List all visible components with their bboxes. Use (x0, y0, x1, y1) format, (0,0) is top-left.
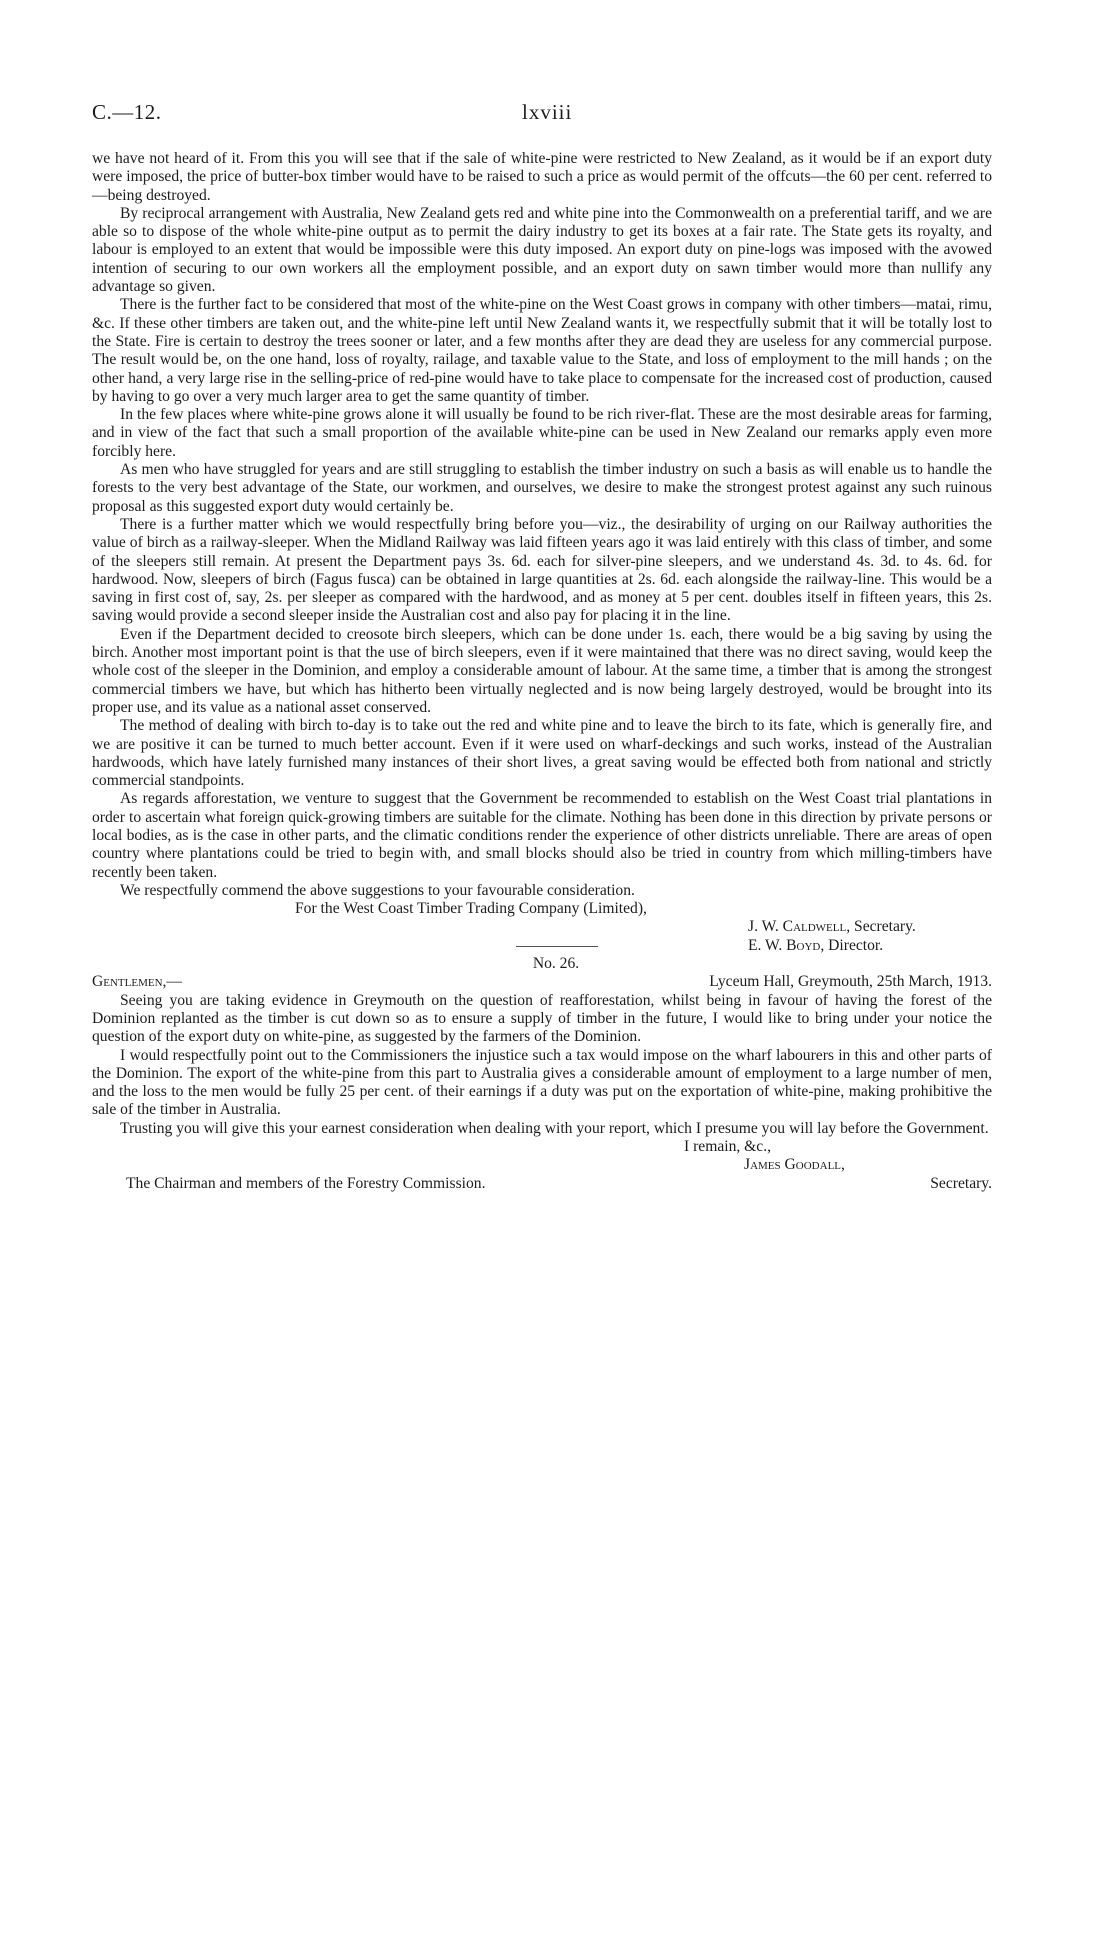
signatory-line (92, 937, 992, 955)
paragraph: Trusting you will give this your earnest consideration when dealing with your report, which I presume you will lay before the Government. (120, 1119, 989, 1137)
paragraph: I would respectfully point out to the Commissioners the injustice such a tax would impose on the wharf labourers in this and other parts of the Dominion. The export of the white-pine from this part to Australia gives a considerable amount of employment to a large number of men, and the loss to the men would be fully 25 per cent. of their earnings if a duty was put on the exportation of white-pine, making prohibitive the sale of the timber in Australia. (92, 1046, 992, 1119)
salutation-row (92, 973, 992, 991)
signatory-title: , Secretary. (846, 918, 916, 936)
paragraph: As men who have struggled for years and are still struggling to establish the timber industry on such a basis as will enable us to handle the forests to the very best advantage of the State, our workmen, and ourselves, we desire to make the strongest protest against any such ruinous proposal as this suggested export duty would certainly be. (92, 461, 992, 515)
paragraph: Seeing you are taking evidence in Greymouth on the question of reafforestation, whilst being in favour of having the forest of the Dominion replanted as the timber is cut down so as to ensure a supply of timber in the future, I would like to bring under your notice the question of the export duty on white-pine, as suggested by the farmers of the Dominion. (92, 991, 992, 1046)
signatory-title: , Director. (820, 936, 884, 954)
addressee-row (92, 1175, 992, 1193)
document-reference: C.—12. (92, 100, 162, 124)
paragraph: There is a further matter which we would respectfully bring before you—viz., the desirability of urging on our Railway authorities the value of birch as a railway-sleeper. When the Midland Railway was laid fifteen years ago it was laid entirely with this class of timber, and some of the sleepers still remain. At present the Department pays 3s. 6d. each for silver-pine sleepers, and we understand 4s. 3d. to 4s. 6d. for hardwood. Now, sleepers of birch (Fagus fusca) can be obtained in large quantities at 2s. 6d. each alongside the railway-line. This would be a saving in first cost of, say, 2s. per sleeper as compared with the hardwood, and as money at 5 per cent. doubles itself in fifteen years, this 2s. saving would provide a second sleeper inside the Australian cost and also pay for placing it in the line. (92, 515, 992, 625)
closing-row (92, 1138, 992, 1156)
signatory-line (92, 918, 992, 936)
letter-number-heading: No. 26. (532, 955, 580, 973)
address-date: Lyceum Hall, Greymouth, 25th March, 1913. (709, 973, 992, 991)
paragraph: There is the further fact to be considered that most of the white-pine on the West Coast grows in company with other timbers—matai, rimu, &c. If these other timbers are taken out, and the white-pine left until New Zealand wants it, we respectfully submit that it will be totally lost to the State. Fire is certain to destroy the trees sooner or later, and a few months after they are dead they are useless for any commercial purpose. The result would be, on the one hand, loss of royalty, railage, and taxable value to the State, and loss of employment to the mill hands ; on the other hand, a very large rise in the selling-price of red-pine would have to take place to compensate for the increased cost of production, caused by having to go over a very much larger area to get the same quantity of timber. (92, 296, 992, 405)
signatory-name: James Goodall, (744, 1156, 845, 1174)
salutation: Gentlemen,— (92, 973, 183, 991)
paragraph: The method of dealing with birch to-day is to take out the red and white pine and to leave the birch to its fate, which is generally fire, and we are positive it can be turned to much better account. Even if it were used on wharf-deckings and such works, instead of the Australian hardwoods, which have lately furnished many instances of their short lives, a great saving would be effected both from national and strictly commercial standpoints. (92, 717, 992, 790)
document-body (92, 150, 992, 1193)
signature-block (92, 900, 992, 955)
signatory-row (92, 1156, 992, 1174)
signatory-name: E. W. Boyd (748, 936, 821, 954)
divider-rule (516, 946, 598, 947)
paragraph: As regards afforestation, we venture to suggest that the Government be recommended to establish on the West Coast trial plantations in order to ascertain what foreign quick-growing timbers are suitable for the climate. Nothing has been done in this direction by private persons or local bodies, as is the case in other parts, and the climatic conditions render the experience of other districts unreliable. There are areas of open country where plantations could be tried to begin with, and small blocks should also be tried in country from which milling-timbers have recently been taken. (92, 790, 992, 881)
paragraph: Even if the Department decided to creosote birch sleepers, which can be done under 1s. each, there would be a big saving by using the birch. Another most important point is that the use of birch sleepers, even if it were maintained that there was no direct saving, would keep the whole cost of the sleeper in the Dominion, and employ a considerable amount of labour. At the same time, a timber that is among the strongest commercial timbers we have, but which has hitherto been virtually neglected and is now being largely destroyed, would be brought into its proper use, and its value as a national asset conserved. (92, 625, 992, 716)
signatory-title: Secretary. (930, 1174, 992, 1192)
paragraph: we have not heard of it. From this you will see that if the sale of white-pine were restricted to New Zealand, as it would be if an export duty were imposed, the price of butter-box timber would have to be raised to such a price as would permit of the offcuts—the 60 per cent. referred to—being destroyed. (92, 150, 992, 204)
signatory-name: J. W. Caldwell (748, 918, 847, 936)
paragraph: By reciprocal arrangement with Australia, New Zealand gets red and white pine into the Commonwealth on a preferential tariff, and we are able so to dispose of the whole white-pine output as to permit the dairy industry to get its boxes at a fair rate. The State gets its royalty, and labour is employed to an extent that would be impossible were this duty imposed. An export duty on pine-logs was imposed with the avowed intention of securing to our own workers all the employment possible, and an export duty on sawn timber would more than nullify any advantage so given. (92, 204, 992, 296)
paragraph: In the few places where white-pine grows alone it will usually be found to be rich river-flat. These are the most desirable areas for farming, and in view of the fact that such a small proportion of the available white-pine can be used in New Zealand our remarks apply even more forcibly here. (92, 406, 992, 460)
company-line: For the West Coast Timber Trading Company (Limited), (295, 900, 647, 918)
addressee: The Chairman and members of the Forestry Commission. (126, 1174, 486, 1192)
page-number: lxviii (522, 100, 573, 124)
page-header (92, 100, 992, 130)
paragraph: We respectfully commend the above suggestions to your favourable consideration. (120, 881, 635, 899)
closing: I remain, &c., (684, 1138, 772, 1156)
